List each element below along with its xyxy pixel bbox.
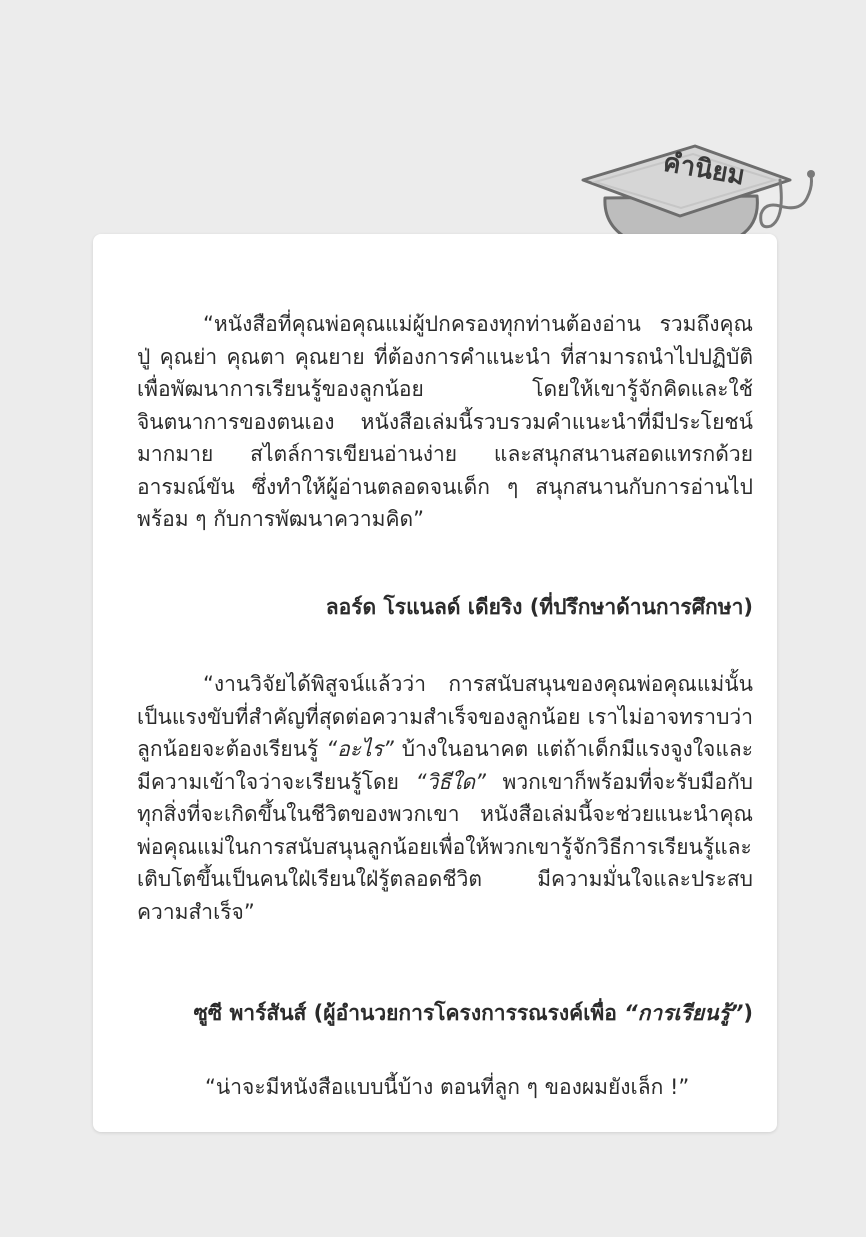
quote-2-part-b: บ้างในอนาคต แต่ถ้าเด็กมีแรงจูงใจและมีความเข้าใจว่าจะเรียนรู้โดย (137, 737, 754, 794)
attribution-1: ลอร์ด โรแนลด์ เดียริง (ที่ปรึกษาด้านการศึกษา) (325, 595, 753, 619)
quote-2 (137, 668, 753, 928)
quote-2-emphasis-what: “อะไร” (326, 737, 394, 761)
attribution-2-part-b: ) (743, 1001, 753, 1025)
badge-label: คำนิยม (660, 147, 747, 192)
quote-2-part-a: “งานวิจัยได้พิสูจน์แล้วว่า การสนับสนุนของคุณพ่อคุณแม่นั้นเป็นแรงขับที่สำคัญที่สุดต่อความสำเร็จของลูกน้อย เราไม่อาจทราบว่าลูกน้อยจะต้องเรียนรู้ (137, 672, 753, 761)
quote-2-part-c: พวกเขาก็พร้อมที่จะรับมือกับทุกสิ่งที่จะเกิดขึ้นในชีวิตของพวกเขา หนังสือเล่มนี้จะช่วยแนะนำคุณพ่อคุณแม่ในการสนับสนุนลูกน้อยเพื่อให้พวกเขารู้จักวิธีการเรียนรู้และเติบโตขึ้นเป็นคนใฝ่เรียนใฝ่รู้ตลอดชีวิต มีความมั่นใจและประสบความสำเร็จ” (137, 769, 753, 924)
attribution-2-part-a: ซูซี พาร์สันส์ (ผู้อำนวยการโครงการรณรงค์เพื่อ (193, 1001, 625, 1025)
quote-2-emphasis-how: “วิธีใด” (415, 769, 486, 794)
attribution-2-emphasis: “การเรียนรู้” (624, 1001, 744, 1025)
quote-1: “หนังสือที่คุณพ่อคุณแม่ผู้ปกครองทุกท่านต้องอ่าน รวมถึงคุณปู่ คุณย่า คุณตา คุณยาย ที่ต้องการคำแนะนำ ที่สามารถนำไปปฏิบัติเพื่อพัฒนาการเรียนรู้ของลูกน้อย โดยให้เขารู้จักคิดและใช้จินตนาการของตนเอง หนังสือเล่มนี้รวบรวมคำแนะนำที่มีประโยชน์มากมาย สไตล์การเขียนอ่านง่าย และสนุกสนานสอดแทรกด้วยอารมณ์ขัน ซึ่งทำให้ผู้อ่านตลอดจนเด็ก ๆ สนุกสนานกับการอ่านไปพร้อม ๆ กับการพัฒนาความคิด” (137, 312, 753, 531)
attribution-2 (194, 997, 753, 1030)
quote-3: “น่าจะมีหนังสือแบบนี้บ้าง ตอนที่ลูก ๆ ของผมยังเล็ก !” (205, 1075, 690, 1099)
testimonial-card (93, 234, 777, 1132)
